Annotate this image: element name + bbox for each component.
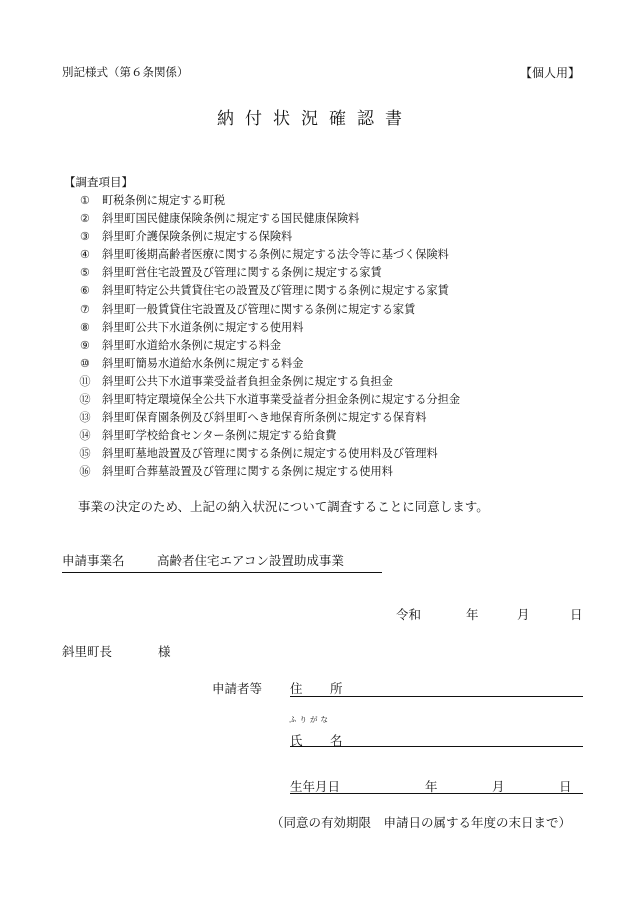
address-label-2: 所 (330, 681, 343, 696)
item-number: ⑨ (79, 338, 91, 352)
item-number: ⑪ (79, 374, 91, 388)
item-number: ⑫ (79, 393, 91, 407)
list-item (64, 337, 460, 355)
list-item (64, 192, 460, 210)
list-item (64, 445, 460, 463)
item-text: 斜里町合葬墓設置及び管理に関する条例に規定する使用料 (102, 465, 393, 479)
item-number: ⑯ (79, 465, 91, 479)
list-item (64, 427, 460, 445)
item-number: ⑮ (79, 447, 91, 461)
addressee-honorific: 様 (158, 644, 171, 659)
item-text: 斜里町公共下水道条例に規定する使用料 (102, 320, 304, 334)
list-item (64, 264, 460, 282)
survey-items-heading: 【調査項目】 (64, 175, 133, 189)
item-text: 斜里町簡易水道給水条例に規定する料金 (102, 356, 304, 370)
item-text: 斜里町特定環境保全公共下水道事業受益者分担金条例に規定する分担金 (102, 393, 461, 407)
item-text: 斜里町保育園条例及び斜里町へき地保育所条例に規定する保育料 (102, 411, 427, 425)
item-number: ⑭ (79, 429, 91, 443)
date-era: 令和 (396, 607, 422, 622)
item-text: 斜里町介護保険条例に規定する保険料 (102, 230, 293, 244)
personal-use-label: 【個人用】 (519, 66, 580, 80)
item-text: 町税条例に規定する町税 (102, 194, 226, 207)
list-item (64, 463, 460, 481)
item-number: ⑩ (79, 356, 91, 370)
list-item (64, 246, 460, 264)
item-text: 斜里町特定公共賃貸住宅の設置及び管理に関する条例に規定する家賃 (102, 284, 449, 298)
address-label-1: 住 (290, 681, 303, 696)
list-item (64, 355, 460, 373)
document-title: 納付状況確認書 (217, 109, 413, 129)
item-text: 斜里町水道給水条例に規定する料金 (102, 338, 282, 352)
item-number: ⑤ (79, 266, 91, 280)
birthdate-day: 日 (559, 779, 572, 794)
date-day-field[interactable]: 日 (570, 607, 583, 622)
project-name-row (62, 551, 382, 573)
item-text: 斜里町墓地設置及び管理に関する条例に規定する使用料及び管理料 (102, 447, 438, 461)
date-month-field[interactable]: 月 (517, 607, 530, 622)
list-item (64, 409, 460, 427)
item-number: ② (79, 212, 91, 226)
item-number: ① (79, 194, 91, 207)
item-text: 斜里町営住宅設置及び管理に関する条例に規定する家賃 (102, 266, 382, 280)
list-item (64, 301, 460, 319)
project-name-label: 申請事業名 (62, 553, 125, 568)
list-item (64, 210, 460, 228)
item-number: ⑬ (79, 411, 91, 425)
applicant-label: 申請者等 (212, 681, 263, 696)
item-number: ⑦ (79, 302, 91, 316)
item-number: ⑥ (79, 284, 91, 298)
item-text: 斜里町後期高齢者医療に関する条例に規定する法令等に基づく保険料 (102, 248, 449, 262)
birthdate-month: 月 (492, 779, 505, 794)
item-number: ⑧ (79, 320, 91, 334)
item-text: 斜里町国民健康保険条例に規定する国民健康保険料 (102, 212, 360, 226)
furigana-label: ふりがな (289, 715, 331, 724)
list-item (64, 282, 460, 300)
birthdate-year: 年 (425, 779, 438, 794)
name-label-1: 氏 (290, 733, 303, 748)
consent-statement: 事業の決定のため、上記の納入状況について調査することに同意します。 (78, 499, 489, 514)
birthdate-label: 生年月日 (290, 779, 341, 794)
survey-items-list (64, 192, 460, 482)
date-year-field[interactable]: 年 (466, 607, 479, 622)
addressee-name: 斜里町長 (62, 644, 113, 659)
list-item (64, 228, 460, 246)
name-label-2: 名 (330, 733, 343, 748)
validity-note: （同意の有効期限 申請日の属する年度の末日まで） (271, 815, 572, 830)
list-item (64, 373, 460, 391)
item-number: ③ (79, 230, 91, 244)
item-number: ④ (79, 248, 91, 262)
item-text: 斜里町公共下水道事業受益者負担金条例に規定する負担金 (102, 374, 393, 388)
project-name-value: 高齢者住宅エアコン設置助成事業 (157, 553, 344, 568)
item-text: 斜里町学校給食センター条例に規定する給食費 (102, 429, 337, 443)
list-item (64, 319, 460, 337)
item-text: 斜里町一般賃貸住宅設置及び管理に関する条例に規定する家賃 (102, 302, 416, 316)
form-reference: 別記様式（第６条関係） (62, 65, 189, 79)
list-item (64, 391, 460, 409)
